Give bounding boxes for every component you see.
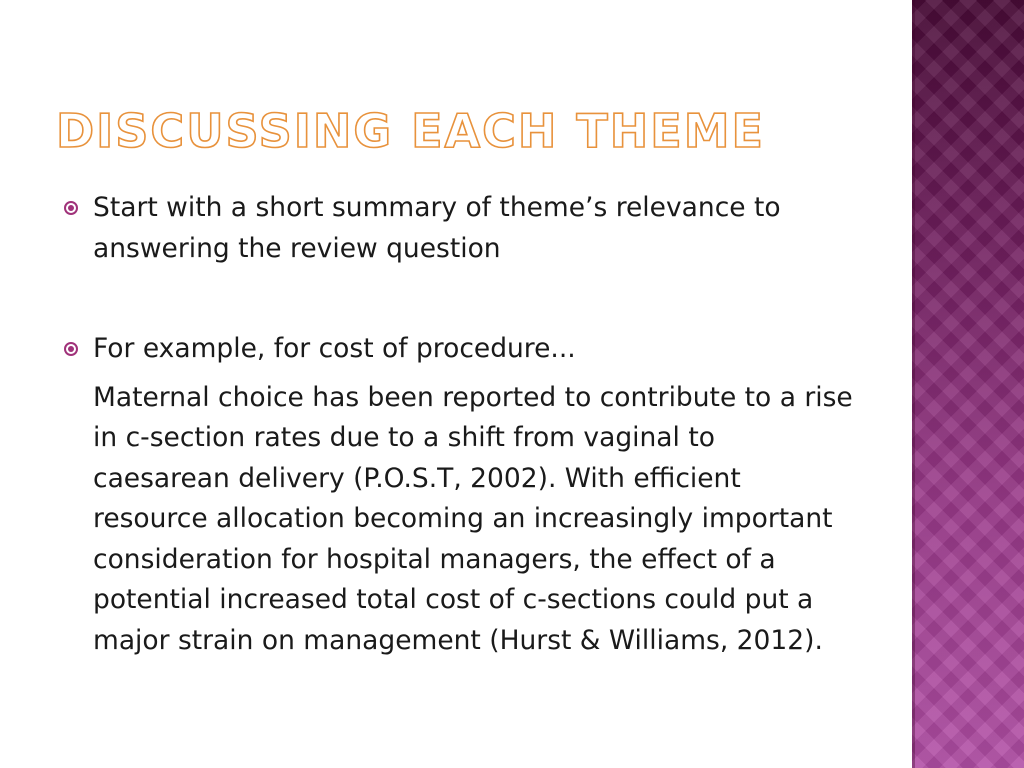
decorative-side-band	[912, 0, 1024, 768]
bullet-text: For example, for cost of procedure...	[93, 333, 576, 364]
bullet-item	[60, 329, 860, 370]
example-paragraph: Maternal choice has been reported to contribute to a rise in c-section rates due to a shift from vaginal to caesarean delivery (P.O.S.T, 2002). With efficient resource allocation becoming an increasingly important consideration for hospital managers, the effect of a potential increased total cost of c-sections could put a major strain on management (Hurst & Williams, 2012).	[93, 381, 853, 656]
side-band-edge	[912, 0, 915, 768]
slide-content	[60, 188, 860, 661]
slide-title: DISCUSSING EACH THEME	[56, 104, 765, 158]
circle-bullet-icon	[64, 201, 78, 215]
bullet-item	[60, 188, 860, 269]
circle-bullet-icon	[64, 342, 78, 356]
bullet-text: Start with a short summary of theme’s relevance to answering the review question	[93, 192, 781, 264]
spacer	[60, 269, 860, 329]
